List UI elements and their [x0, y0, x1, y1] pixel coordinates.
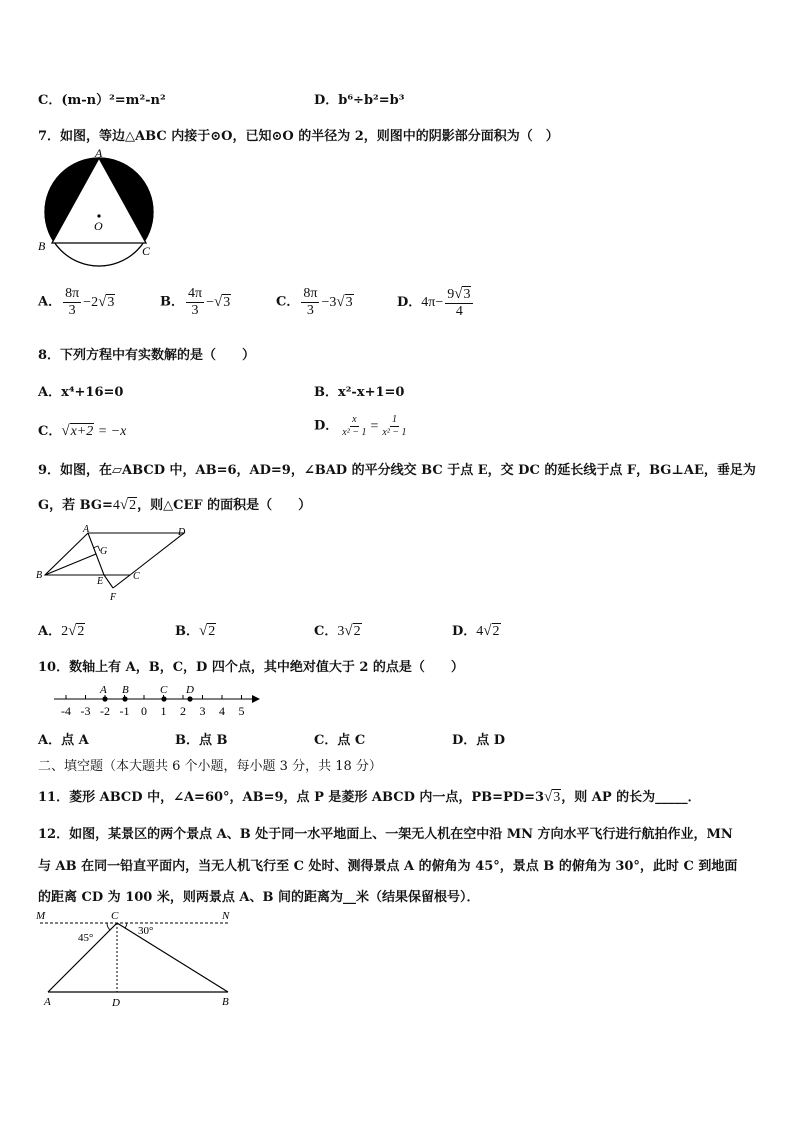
q9-label-b: B	[36, 570, 43, 581]
q10-tick-label: 0	[141, 704, 147, 718]
q10-stem: 10．数轴上有 A，B，C，D 四个点，其中绝对值大于 2 的点是（ ）	[38, 660, 464, 675]
q10-point-d	[187, 696, 192, 701]
q12-label-b: B	[222, 996, 229, 1008]
q9-parallelogram	[45, 533, 184, 575]
q6-option-c: C．(m-n）²=m²-n²	[38, 93, 166, 108]
section-heading-fill-blank: 二、填空题（本大题共 6 个小题，每小题 3 分，共 18 分）	[38, 759, 382, 774]
q9-label-d: D	[178, 527, 186, 538]
q10-tick-label: 2	[180, 704, 186, 718]
q10-tick-label: -1	[119, 704, 130, 718]
q10-tick-label: 4	[219, 704, 225, 718]
q7-option-c: C． $\frac{8\pi}{3}$ −3√3	[276, 286, 353, 318]
q10-tick-label: -2	[100, 704, 110, 718]
q10-tick-label: 1	[160, 704, 167, 718]
q10-point-b	[122, 696, 127, 701]
q12-angle-30: 30°	[138, 925, 154, 937]
q7-option-d: D．4π− $\frac{9√3}{4}$	[397, 286, 475, 320]
q8-option-d: D． $\frac{x}{\text{x² − 1}}$ = $\frac{1}{\text{x² − 1}}$	[314, 414, 407, 438]
q9-option-d: D．4√2	[452, 623, 500, 639]
q12-stem-line1: 12．如图，某景区的两个景点 A、B 处于同一水平地面上、一架无人机在空中沿 MN 方向水平飞行进行航拍作业，MN	[38, 827, 733, 842]
q11-stem: 11．菱形 ABCD 中，∠A=60°，AB=9，点 P 是菱形 ABCD 内一点，PB=PD=3√3，则 AP 的长为_____．	[38, 789, 701, 805]
q12-label-c: C	[111, 910, 119, 922]
q8-option-a: A．x⁴+16=0	[38, 385, 124, 400]
q12-label-a: A	[44, 996, 51, 1008]
q7-label-o: O	[94, 219, 103, 233]
q10-tick-label: 3	[199, 704, 206, 718]
q10-number-line	[50, 680, 262, 720]
q10-point-c	[161, 696, 166, 701]
q12-stem-line3: 的距离 CD 为 100 米，则两景点 A、B 间的距离为__米（结果保留根号）．	[38, 890, 480, 905]
q7-label-a: A	[95, 146, 103, 160]
q10-label-d: D	[186, 684, 194, 696]
q12-label-d: D	[112, 997, 120, 1009]
q9-bg-segment	[45, 554, 96, 575]
q9-option-b: B．√2	[175, 623, 216, 639]
q6-option-d: D．b⁶÷b²=b³	[314, 93, 405, 108]
q9-figure	[34, 524, 194, 606]
q12-stem-line2: 与 AB 在同一铅直平面内，当无人机飞行至 C 处时、测得景点 A 的俯角为 45°，景点 B 的俯角为 30°，此时 C 到地面	[38, 859, 738, 874]
q8-option-c: C．√x+2 = −x	[38, 423, 127, 439]
q10-option-b: B．点 B	[175, 733, 228, 748]
q9-label-g: G	[100, 546, 108, 557]
q7-label-b: B	[38, 239, 46, 253]
q9-label-a: A	[83, 524, 90, 535]
q7-label-c: C	[142, 244, 151, 258]
q10-label-c: C	[160, 684, 168, 696]
q9-stem-line2: G，若 BG=4√2，则△CEF 的面积是（ ）	[38, 497, 312, 513]
q9-option-a: A．2√2	[38, 623, 85, 639]
q10-option-c: C．点 C	[314, 733, 366, 748]
q9-stem-line1: 9．如图，在▱ABCD 中，AB=6，AD=9，∠BAD 的平分线交 BC 于点 E，交 DC 的延长线于点 F，BG⊥AE，垂足为	[38, 463, 756, 478]
q7-center-point	[97, 214, 100, 217]
q12-label-n: N	[222, 910, 230, 922]
q12-angle-45: 45°	[78, 932, 94, 944]
q12-figure	[34, 906, 244, 1010]
q10-label-b: B	[122, 684, 129, 696]
q10-option-a: A．点 A	[38, 733, 89, 748]
q8-option-b: B．x²-x+1=0	[314, 385, 405, 400]
q12-label-m: M	[36, 910, 46, 922]
q7-figure	[34, 146, 164, 270]
q9-label-c: C	[133, 571, 140, 582]
q7-option-b: B． $\frac{4\pi}{3}$ −√3	[160, 286, 231, 318]
q9-option-c: C．3√2	[314, 623, 361, 639]
q10-tick-label: -4	[61, 704, 71, 718]
q9-label-f: F	[110, 592, 117, 603]
q10-label-a: A	[100, 684, 107, 696]
q12-line-cb	[117, 923, 228, 992]
q10-tick-label: 5	[238, 704, 245, 718]
q7-option-a: A． $\frac{8\pi}{3}$ −2√3	[38, 286, 115, 318]
q7-stem: 7．如图，等边△ABC 内接于⊙O，已知⊙O 的半径为 2，则图中的阴影部分面积为（ ）	[38, 129, 559, 144]
q8-stem: 8．下列方程中有实数解的是（ ）	[38, 348, 256, 363]
q10-tick-label: -3	[80, 704, 91, 718]
q10-point-a	[102, 696, 107, 701]
q10-option-d: D．点 D	[452, 733, 506, 748]
q9-label-e: E	[97, 576, 104, 587]
